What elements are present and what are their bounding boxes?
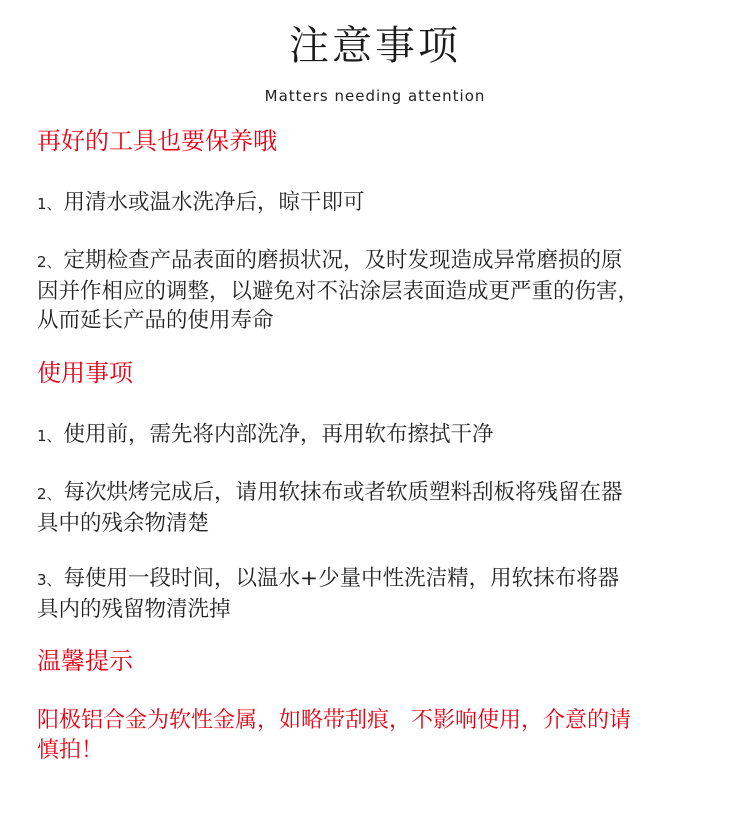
note-text: 慎拍！ xyxy=(37,738,104,763)
item-text: 因并作相应的调整，以避免对不沾涂层表面造成更严重的伤害， xyxy=(37,279,640,304)
item-text: 使用前，需先将内部洗净，再用软布擦拭干净 xyxy=(63,422,494,447)
item-text: 定期检查产品表面的磨损状况，及时发现造成异常磨损的原 xyxy=(63,248,623,273)
page-title: 注意事项 xyxy=(289,23,461,69)
item-text: 用清水或温水洗净后，晾干即可 xyxy=(63,190,365,215)
item-text: 具内的残留物清洗掉 xyxy=(37,597,231,622)
warm-tip-note xyxy=(37,706,727,766)
item-number: 2、 xyxy=(37,253,62,271)
section-heading-usage: 使用事项 xyxy=(37,359,133,387)
item-text: 从而延长产品的使用寿命 xyxy=(37,308,274,333)
section-heading-tips: 温馨提示 xyxy=(37,647,133,675)
item-number: 1、 xyxy=(37,195,62,213)
list-item xyxy=(37,246,727,335)
item-text: 每次烘烤完成后，请用软抹布或者软质塑料刮板将残留在器 xyxy=(63,480,623,505)
list-item xyxy=(37,188,727,219)
item-number: 3、 xyxy=(37,571,62,589)
list-item xyxy=(37,564,727,624)
page-subtitle: Matters needing attention xyxy=(264,87,486,105)
item-text: 具中的残余物清楚 xyxy=(37,511,210,536)
list-item xyxy=(37,478,727,538)
item-text: 每使用一段时间，以温水+少量中性洗洁精，用软抹布将器 xyxy=(63,566,620,591)
note-text: 阳极铝合金为软性金属，如略带刮痕，不影响使用，介意的请 xyxy=(37,708,632,733)
item-number: 1、 xyxy=(37,427,62,445)
section-heading-maintenance: 再好的工具也要保养哦 xyxy=(37,127,277,155)
item-number: 2、 xyxy=(37,485,62,503)
list-item xyxy=(37,420,727,451)
